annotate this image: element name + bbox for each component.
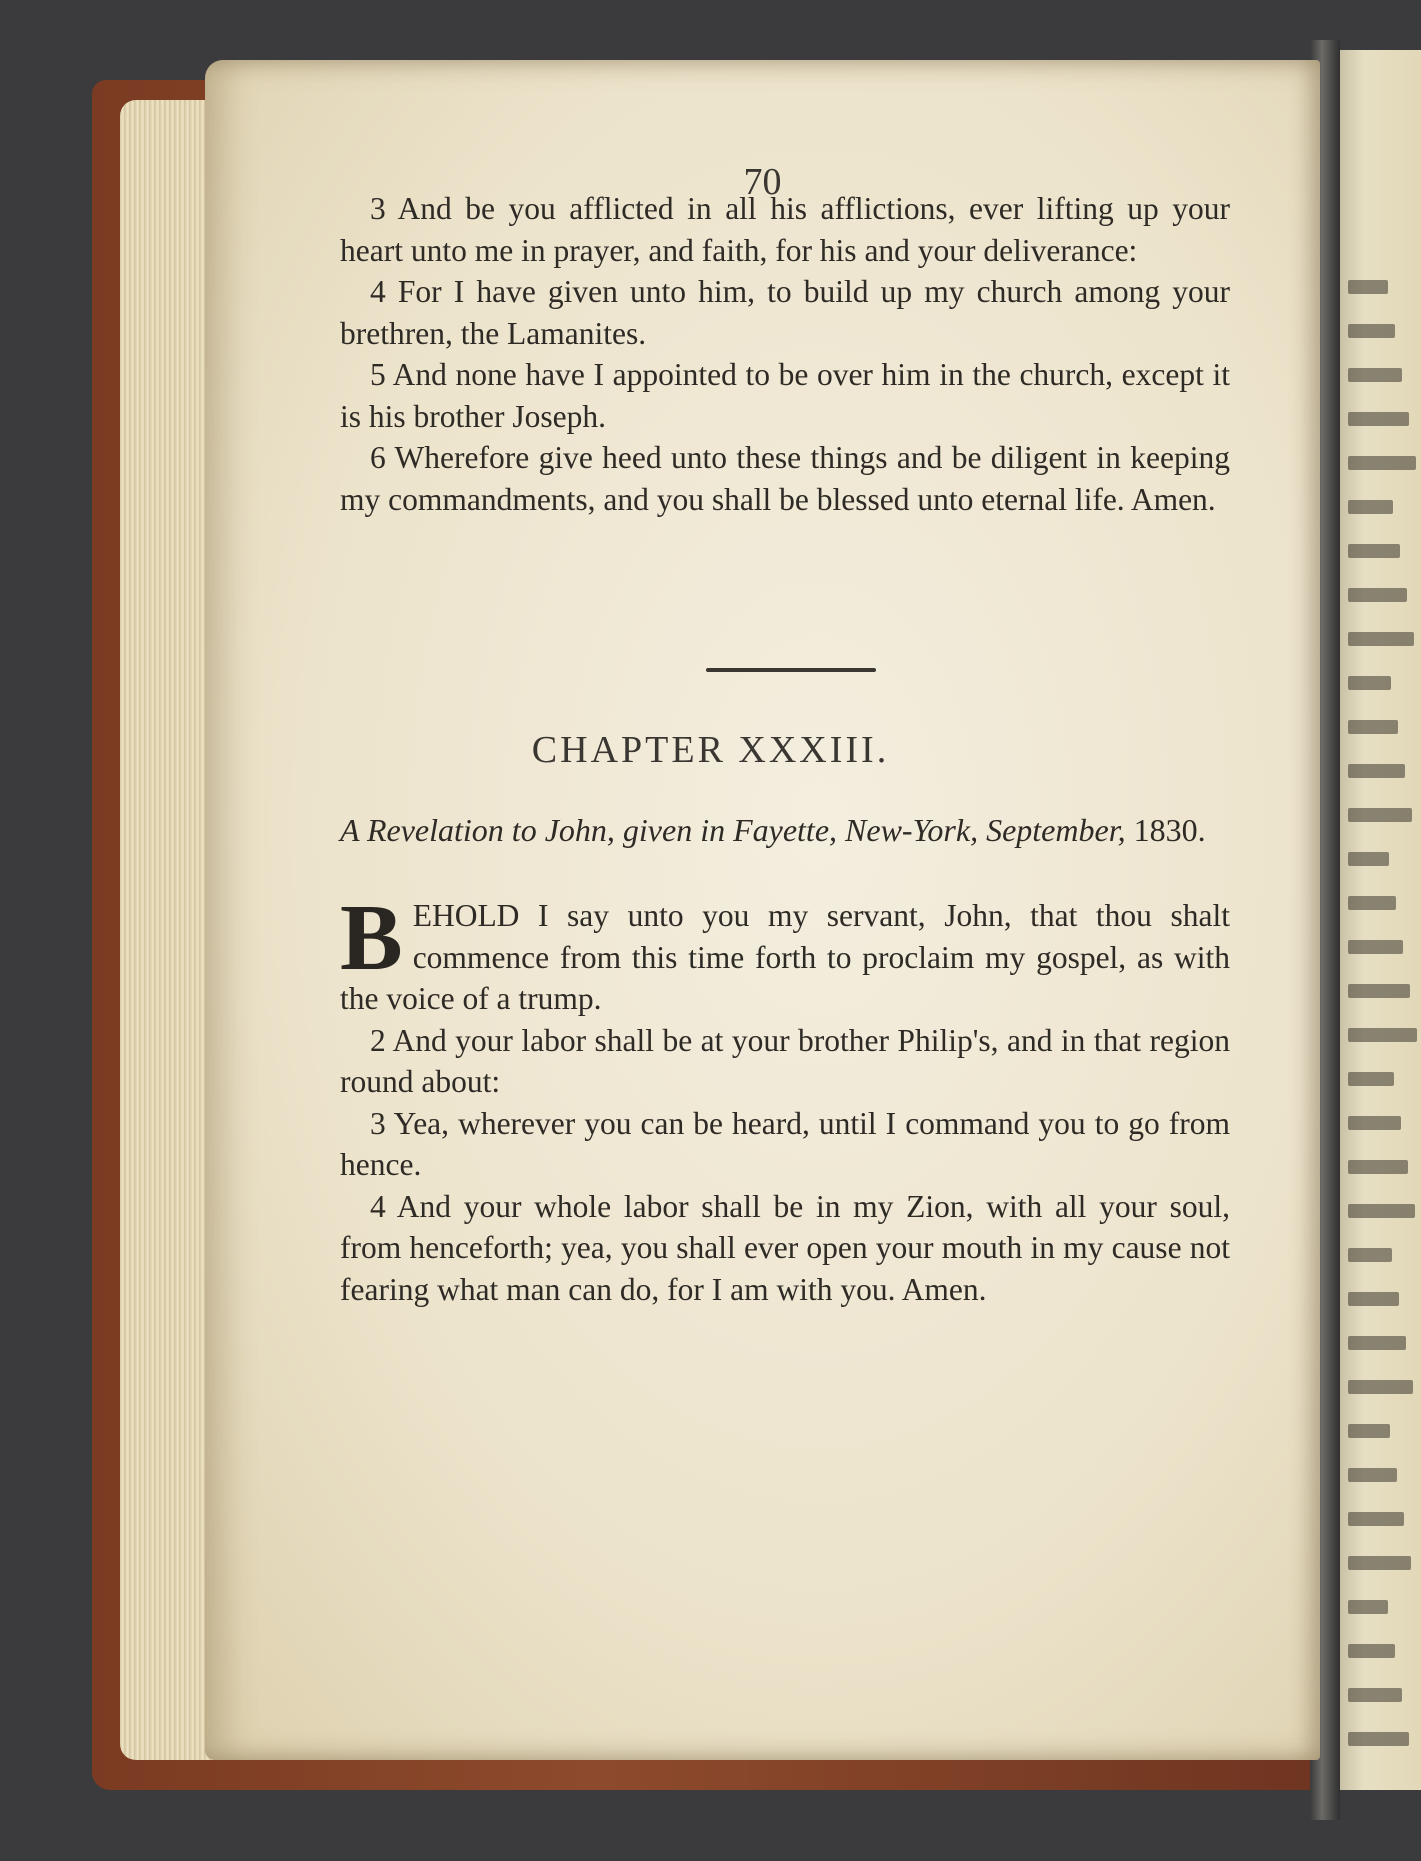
facing-page-text-line bbox=[1348, 1732, 1409, 1746]
verses-before-chapter bbox=[340, 188, 1230, 520]
facing-page-text-line bbox=[1348, 1292, 1399, 1306]
facing-page-text-line bbox=[1348, 1644, 1395, 1658]
facing-page bbox=[1340, 50, 1421, 1790]
facing-page-text-line bbox=[1348, 412, 1409, 426]
verse-5: 5 And none have I appointed to be over him in the church, except it is his brother Joseph. bbox=[340, 357, 1230, 434]
facing-page-text-line bbox=[1348, 324, 1395, 338]
verse-1 bbox=[340, 886, 1230, 1020]
facing-page-text-line bbox=[1348, 368, 1402, 382]
verse-6: 6 Wherefore give heed unto these things and be diligent in keeping my commandments, and you shall be blessed unto eternal life. Amen. bbox=[340, 440, 1230, 517]
facing-page-text-line bbox=[1348, 940, 1403, 954]
facing-page-text-line bbox=[1348, 1600, 1388, 1614]
facing-page-text-line bbox=[1348, 632, 1414, 646]
facing-page-text-line bbox=[1348, 1688, 1402, 1702]
drop-cap: B bbox=[340, 886, 403, 990]
facing-page-text-line bbox=[1348, 1468, 1397, 1482]
chapter-title: CHAPTER XXXIII. bbox=[531, 729, 890, 771]
chapter-verses bbox=[340, 886, 1230, 1310]
facing-page-text-line bbox=[1348, 1512, 1404, 1526]
verse-1-text: EHOLD I say unto you my servant, John, that thou shalt commence from this time forth to proclaim my gospel, as with the voice of a trump. bbox=[340, 898, 1230, 1016]
facing-page-text-line bbox=[1348, 1556, 1411, 1570]
facing-page-text-line bbox=[1348, 1160, 1408, 1174]
verse-4b: 4 And your whole labor shall be in my Zion, with all your soul, from henceforth; yea, you shall ever open your mouth in my cause not fearing what man can do, for I am with you. Amen. bbox=[340, 1188, 1230, 1307]
facing-page-text-line bbox=[1348, 456, 1416, 470]
facing-page-text-line bbox=[1348, 1336, 1406, 1350]
facing-page-text-line bbox=[1348, 588, 1407, 602]
facing-page-text-line bbox=[1348, 1204, 1415, 1218]
verse-3: 3 And be you afflicted in all his afflictions, ever lifting up your heart unto me in prayer, and faith, for his and your deliverance: bbox=[340, 191, 1230, 268]
heading-year: 1830. bbox=[1133, 812, 1206, 848]
facing-page-text-line bbox=[1348, 808, 1412, 822]
facing-page-text-line bbox=[1348, 1424, 1390, 1438]
facing-page-text-line bbox=[1348, 1116, 1401, 1130]
heading-text: A Revelation to John, given in Fayette, New-York, September, bbox=[340, 812, 1126, 848]
facing-page-text-line bbox=[1348, 544, 1400, 558]
page-number: 70 bbox=[743, 161, 782, 203]
facing-page-text-line bbox=[1348, 676, 1391, 690]
facing-page-text-line bbox=[1348, 1380, 1413, 1394]
facing-page-text-line bbox=[1348, 984, 1410, 998]
facing-page-text-line bbox=[1348, 896, 1396, 910]
facing-page-text-line bbox=[1348, 500, 1393, 514]
verse-2: 2 And your labor shall be at your brother Philip's, and in that region round about: bbox=[340, 1022, 1230, 1099]
revelation-heading bbox=[340, 810, 1282, 851]
verse-4: 4 For I have given unto him, to build up my church among your brethren, the Lamanites. bbox=[340, 274, 1230, 351]
facing-page-text-line bbox=[1348, 1072, 1394, 1086]
facing-page-text-line bbox=[1348, 1028, 1417, 1042]
facing-page-text-line bbox=[1348, 1248, 1392, 1262]
facing-page-text-line bbox=[1348, 852, 1389, 866]
section-divider bbox=[706, 668, 876, 672]
verse-3b: 3 Yea, wherever you can be heard, until I command you to go from hence. bbox=[340, 1105, 1230, 1182]
facing-page-text-line bbox=[1348, 280, 1388, 294]
